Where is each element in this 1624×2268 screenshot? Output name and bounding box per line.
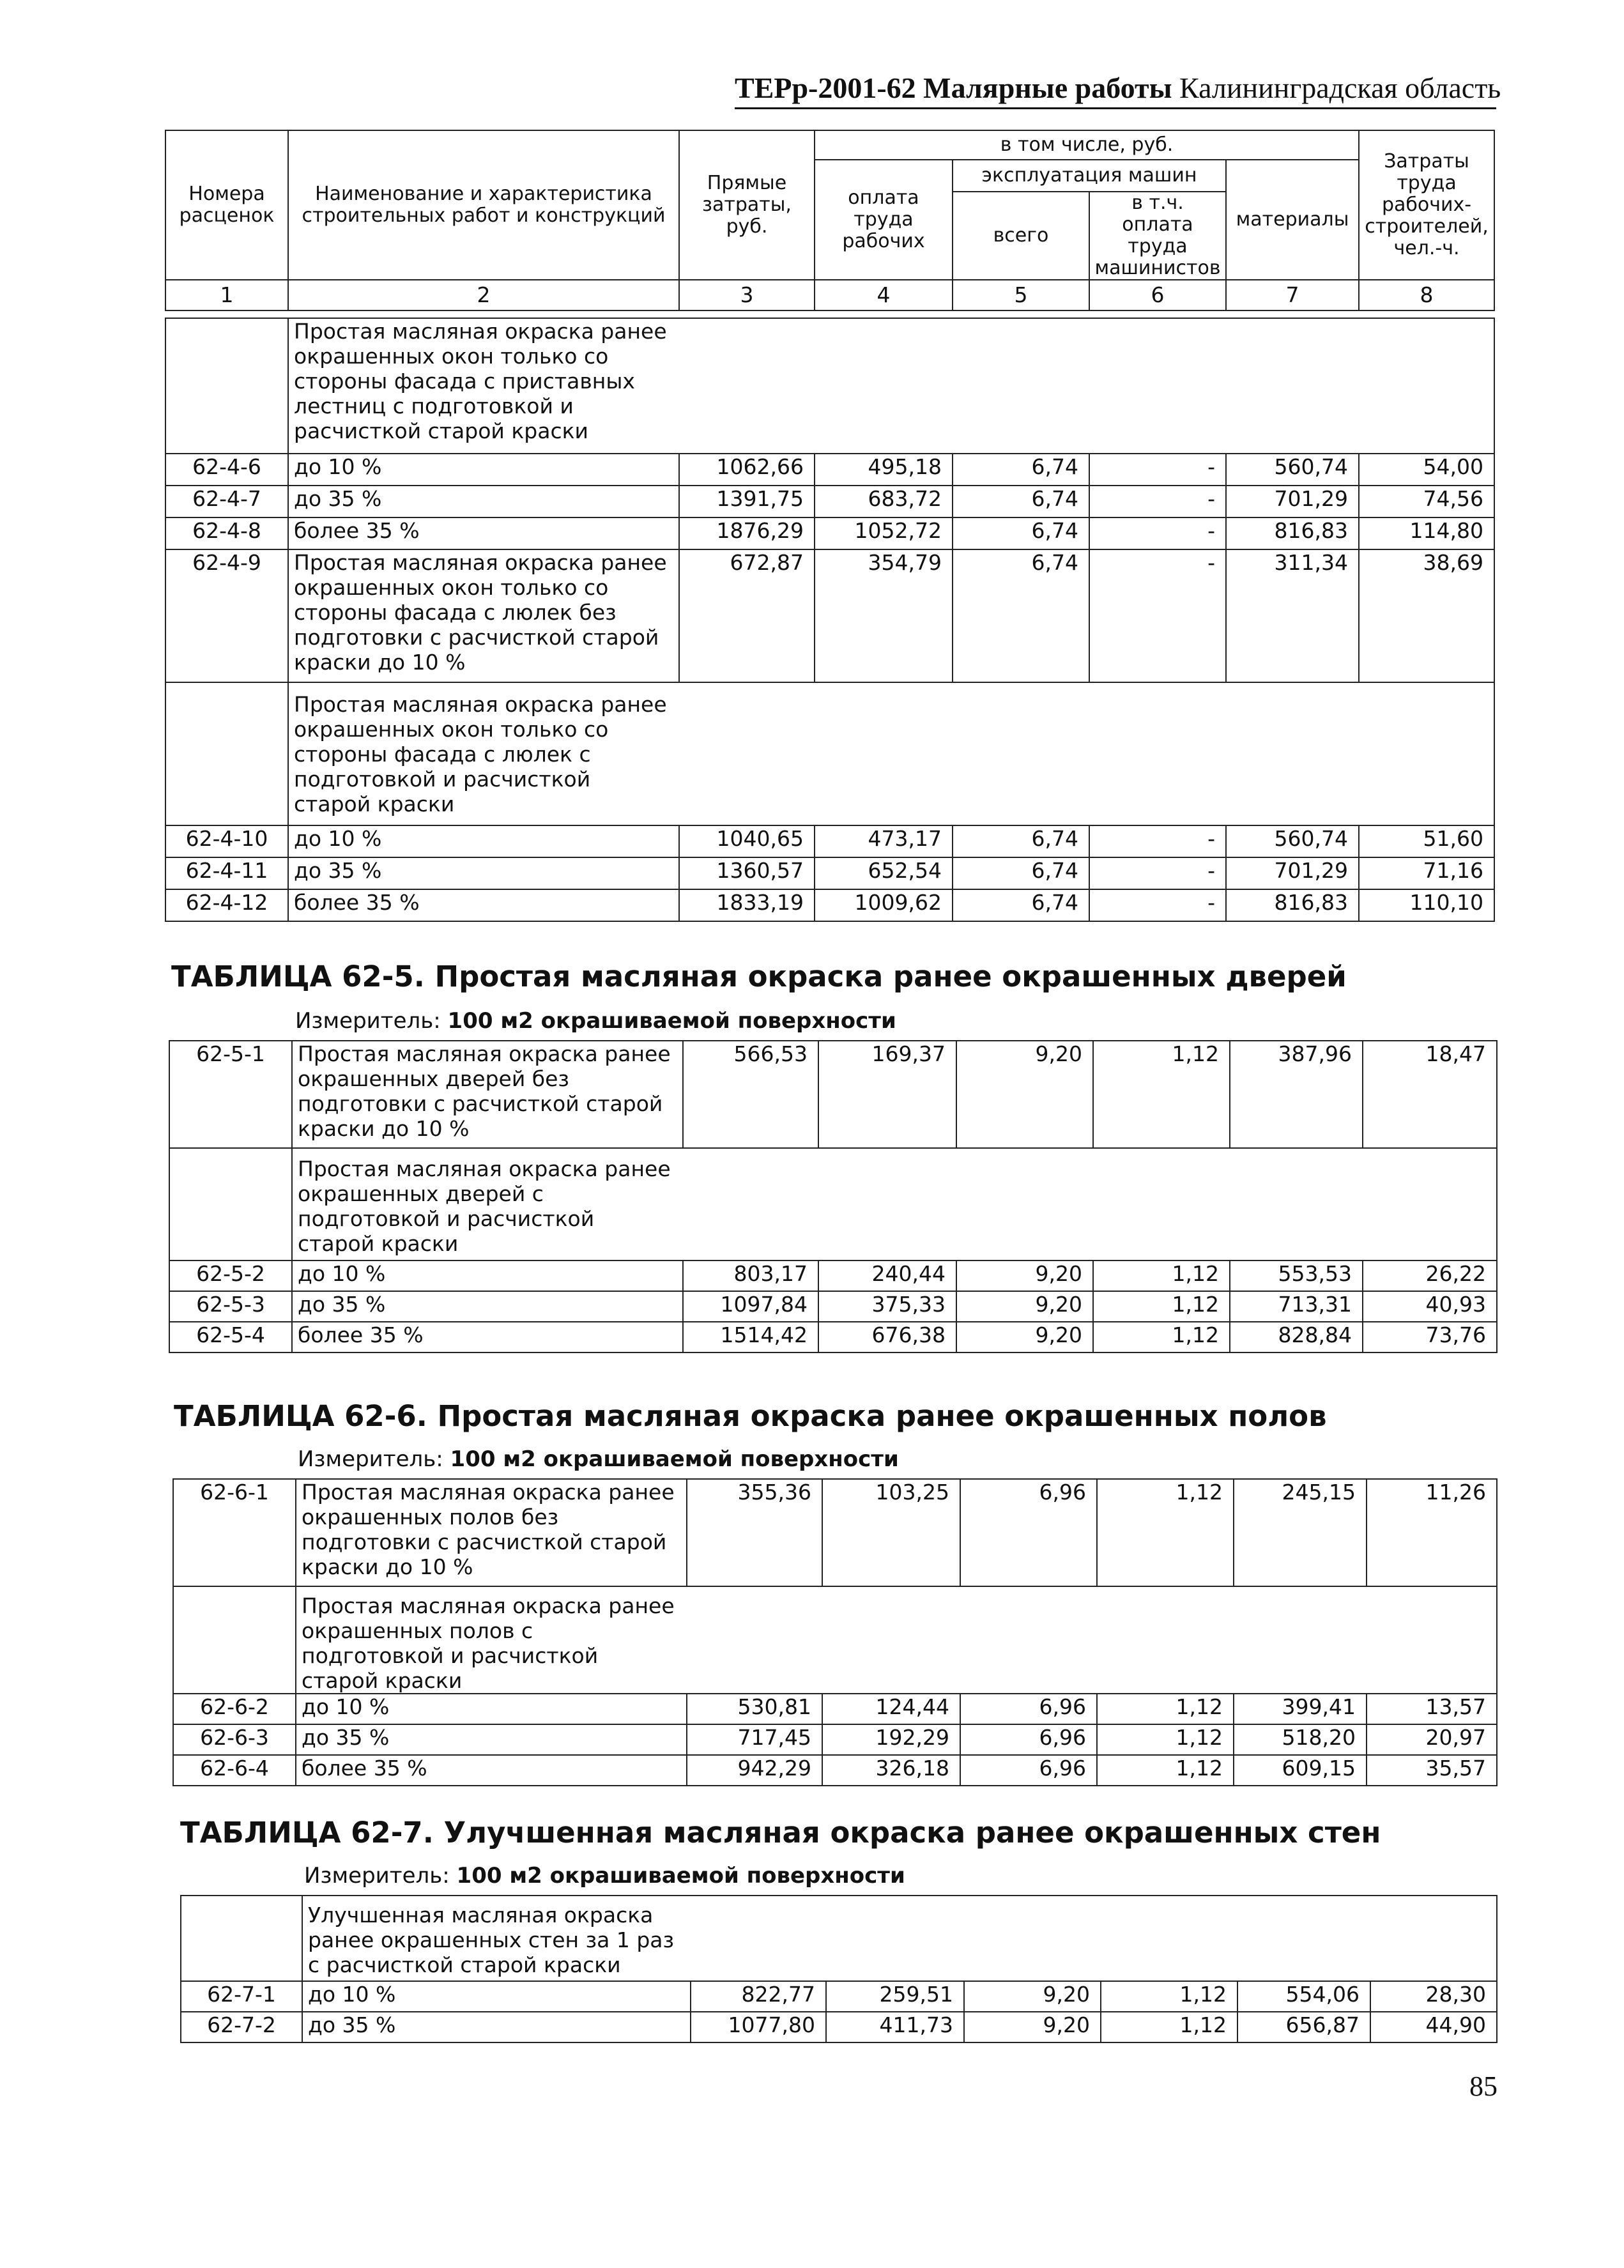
labor-hours: 11,26 bbox=[1367, 1479, 1497, 1586]
rates-table-62-6 bbox=[172, 1478, 1498, 1786]
machines-cost: 9,20 bbox=[956, 1041, 1093, 1148]
machines-cost: 9,20 bbox=[964, 2012, 1101, 2042]
materials-cost: 245,15 bbox=[1234, 1479, 1367, 1586]
table-row bbox=[173, 1755, 1497, 1786]
labor-pay: 473,17 bbox=[815, 825, 953, 857]
col-header-name: Наименование и характеристика строительных работ и конструкций bbox=[288, 130, 679, 280]
col-number: 8 bbox=[1359, 280, 1494, 310]
labor-pay: 240,44 bbox=[818, 1260, 956, 1291]
rate-code: 62-7-2 bbox=[181, 2012, 302, 2042]
machines-cost: 6,74 bbox=[953, 454, 1089, 486]
materials-cost: 560,74 bbox=[1226, 825, 1359, 857]
col-header-labor-cost: Затраты труда рабочих-строителей, чел.-ч. bbox=[1359, 130, 1494, 280]
direct-cost: 1062,66 bbox=[679, 454, 815, 486]
col-header-machinists-pay: в т.ч. оплата труда машинистов bbox=[1089, 192, 1226, 280]
table-row bbox=[165, 825, 1494, 857]
machines-cost: 6,74 bbox=[953, 486, 1089, 517]
labor-pay: 124,44 bbox=[822, 1694, 960, 1724]
table-row bbox=[165, 486, 1494, 517]
table-row bbox=[169, 1260, 1497, 1291]
measure-value: 100 м2 окрашиваемой поверхности bbox=[456, 1863, 905, 1889]
labor-hours: 40,93 bbox=[1363, 1291, 1497, 1322]
machinists-pay: 1,12 bbox=[1093, 1291, 1230, 1322]
table-row bbox=[169, 1322, 1497, 1352]
table-row bbox=[165, 517, 1494, 549]
labor-pay: 375,33 bbox=[818, 1291, 956, 1322]
rate-code: 62-4-6 bbox=[165, 454, 288, 486]
machinists-pay: - bbox=[1089, 454, 1226, 486]
materials-cost: 554,06 bbox=[1237, 1981, 1370, 2012]
rates-table-62-5 bbox=[169, 1040, 1498, 1353]
rate-name: до 35 % bbox=[288, 857, 679, 889]
labor-hours: 71,16 bbox=[1359, 857, 1494, 889]
col-header-materials: материалы bbox=[1226, 160, 1359, 280]
labor-hours: 110,10 bbox=[1359, 889, 1494, 921]
machines-cost: 9,20 bbox=[964, 1981, 1101, 2012]
measure-label: Измеритель: bbox=[298, 1446, 443, 1472]
direct-cost: 942,29 bbox=[687, 1755, 822, 1786]
rates-table-62-4 bbox=[165, 130, 1495, 311]
labor-pay: 495,18 bbox=[815, 454, 953, 486]
machines-cost: 6,74 bbox=[953, 825, 1089, 857]
table-title-62-6: ТАБЛИЦА 62-6. Простая масляная окраска ранее окрашенных полов bbox=[174, 1399, 1327, 1433]
rate-code: 62-4-11 bbox=[165, 857, 288, 889]
direct-cost: 803,17 bbox=[683, 1260, 818, 1291]
machinists-pay: 1,12 bbox=[1093, 1041, 1230, 1148]
machines-cost: 9,20 bbox=[956, 1260, 1093, 1291]
rate-code: 62-5-3 bbox=[169, 1291, 292, 1322]
labor-hours: 20,97 bbox=[1367, 1724, 1497, 1755]
table-row bbox=[169, 1291, 1497, 1322]
rate-code: 62-7-1 bbox=[181, 1981, 302, 2012]
machines-cost: 6,96 bbox=[960, 1755, 1097, 1786]
materials-cost: 560,74 bbox=[1226, 454, 1359, 486]
labor-hours: 74,56 bbox=[1359, 486, 1494, 517]
table-row bbox=[165, 857, 1494, 889]
labor-pay: 103,25 bbox=[822, 1479, 960, 1586]
rates-table-62-4-body bbox=[165, 318, 1495, 922]
rate-code: 62-6-2 bbox=[173, 1694, 296, 1724]
group-description: Простая масляная окраска ранее окрашенных окон только со стороны фасада с люлек с подготовкой и расчисткой старой краски bbox=[288, 682, 679, 825]
direct-cost: 1876,29 bbox=[679, 517, 815, 549]
rate-code: 62-5-1 bbox=[169, 1041, 292, 1148]
labor-hours: 26,22 bbox=[1363, 1260, 1497, 1291]
rate-name: до 10 % bbox=[288, 454, 679, 486]
materials-cost: 399,41 bbox=[1234, 1694, 1367, 1724]
direct-cost: 1097,84 bbox=[683, 1291, 818, 1322]
col-number: 5 bbox=[953, 280, 1089, 310]
materials-cost: 816,83 bbox=[1226, 889, 1359, 921]
rate-name: более 35 % bbox=[288, 889, 679, 921]
measure-value: 100 м2 окрашиваемой поверхности bbox=[447, 1008, 896, 1034]
rate-code: 62-4-9 bbox=[165, 549, 288, 682]
rate-name: Простая масляная окраска ранее окрашенных полов без подготовки с расчисткой старой краски до 10 % bbox=[296, 1479, 687, 1586]
rate-name: до 35 % bbox=[288, 486, 679, 517]
rate-name: Простая масляная окраска ранее окрашенных окон только со стороны фасада с люлек без подготовки с расчисткой старой краски до 10 % bbox=[288, 549, 679, 682]
machinists-pay: 1,12 bbox=[1097, 1479, 1234, 1586]
table-row bbox=[181, 1981, 1497, 2012]
machinists-pay: - bbox=[1089, 857, 1226, 889]
rate-name: до 35 % bbox=[296, 1724, 687, 1755]
group-description: Простая масляная окраска ранее окрашенных дверей с подготовкой и расчисткой старой краски bbox=[292, 1148, 683, 1260]
materials-cost: 656,87 bbox=[1237, 2012, 1370, 2042]
measure-62-6 bbox=[298, 1446, 899, 1472]
labor-pay: 683,72 bbox=[815, 486, 953, 517]
rate-name: Простая масляная окраска ранее окрашенных дверей без подготовки с расчисткой старой краски до 10 % bbox=[292, 1041, 683, 1148]
rate-name: более 35 % bbox=[296, 1755, 687, 1786]
materials-cost: 701,29 bbox=[1226, 857, 1359, 889]
group-description: Простая масляная окраска ранее окрашенных окон только со стороны фасада с приставных лестниц с подготовкой и расчисткой старой краски bbox=[288, 318, 679, 454]
materials-cost: 816,83 bbox=[1226, 517, 1359, 549]
col-number: 2 bbox=[288, 280, 679, 310]
labor-pay: 169,37 bbox=[818, 1041, 956, 1148]
machinists-pay: - bbox=[1089, 517, 1226, 549]
labor-pay: 192,29 bbox=[822, 1724, 960, 1755]
machines-cost: 6,74 bbox=[953, 517, 1089, 549]
labor-hours: 73,76 bbox=[1363, 1322, 1497, 1352]
table-row bbox=[173, 1724, 1497, 1755]
direct-cost: 1391,75 bbox=[679, 486, 815, 517]
table-row bbox=[173, 1479, 1497, 1586]
materials-cost: 828,84 bbox=[1230, 1322, 1363, 1352]
machines-cost: 6,96 bbox=[960, 1479, 1097, 1586]
measure-62-5 bbox=[295, 1008, 896, 1034]
rate-name: до 35 % bbox=[292, 1291, 683, 1322]
rate-name: до 10 % bbox=[292, 1260, 683, 1291]
direct-cost: 566,53 bbox=[683, 1041, 818, 1148]
table-row bbox=[173, 1694, 1497, 1724]
col-number: 4 bbox=[815, 280, 953, 310]
machinists-pay: 1,12 bbox=[1101, 2012, 1237, 2042]
col-number: 3 bbox=[679, 280, 815, 310]
col-header-machines-total: всего bbox=[953, 192, 1089, 280]
measure-62-7 bbox=[304, 1863, 905, 1889]
machinists-pay: - bbox=[1089, 486, 1226, 517]
labor-hours: 35,57 bbox=[1367, 1755, 1497, 1786]
table-row bbox=[165, 549, 1494, 682]
direct-cost: 1077,80 bbox=[691, 2012, 826, 2042]
rate-code: 62-6-4 bbox=[173, 1755, 296, 1786]
direct-cost: 672,87 bbox=[679, 549, 815, 682]
materials-cost: 311,34 bbox=[1226, 549, 1359, 682]
labor-pay: 326,18 bbox=[822, 1755, 960, 1786]
measure-label: Измеритель: bbox=[304, 1863, 450, 1889]
labor-pay: 411,73 bbox=[826, 2012, 964, 2042]
rate-code: 62-6-3 bbox=[173, 1724, 296, 1755]
machinists-pay: 1,12 bbox=[1097, 1755, 1234, 1786]
materials-cost: 387,96 bbox=[1230, 1041, 1363, 1148]
rate-code: 62-4-8 bbox=[165, 517, 288, 549]
col-header-code: Номера расценок bbox=[165, 130, 288, 280]
machinists-pay: - bbox=[1089, 825, 1226, 857]
page-header bbox=[735, 69, 1501, 109]
rate-code: 62-4-7 bbox=[165, 486, 288, 517]
machinists-pay: 1,12 bbox=[1093, 1322, 1230, 1352]
direct-cost: 717,45 bbox=[687, 1724, 822, 1755]
rate-code: 62-4-12 bbox=[165, 889, 288, 921]
labor-hours: 54,00 bbox=[1359, 454, 1494, 486]
direct-cost: 1833,19 bbox=[679, 889, 815, 921]
rate-name: до 10 % bbox=[296, 1694, 687, 1724]
labor-hours: 38,69 bbox=[1359, 549, 1494, 682]
group-description: Простая масляная окраска ранее окрашенных полов с подготовкой и расчисткой старой краски bbox=[296, 1586, 687, 1694]
col-header-including: в том числе, руб. bbox=[815, 130, 1359, 160]
labor-pay: 1009,62 bbox=[815, 889, 953, 921]
col-header-labor-pay: оплата труда рабочих bbox=[815, 160, 953, 280]
col-header-machines: эксплуатация машин bbox=[953, 160, 1226, 192]
rate-name: до 35 % bbox=[302, 2012, 691, 2042]
machines-cost: 6,74 bbox=[953, 549, 1089, 682]
labor-hours: 13,57 bbox=[1367, 1694, 1497, 1724]
labor-pay: 652,54 bbox=[815, 857, 953, 889]
labor-hours: 114,80 bbox=[1359, 517, 1494, 549]
page-number: 85 bbox=[1469, 2071, 1498, 2102]
rate-code: 62-5-2 bbox=[169, 1260, 292, 1291]
rate-code: 62-5-4 bbox=[169, 1322, 292, 1352]
machines-cost: 6,74 bbox=[953, 889, 1089, 921]
rate-code: 62-6-1 bbox=[173, 1479, 296, 1586]
col-number: 6 bbox=[1089, 280, 1226, 310]
group-description: Улучшенная масляная окраска ранее окрашенных стен за 1 раз с расчисткой старой краски bbox=[302, 1896, 691, 1981]
direct-cost: 1040,65 bbox=[679, 825, 815, 857]
machinists-pay: 1,12 bbox=[1097, 1724, 1234, 1755]
col-number: 1 bbox=[165, 280, 288, 310]
direct-cost: 530,81 bbox=[687, 1694, 822, 1724]
rate-name: более 35 % bbox=[292, 1322, 683, 1352]
labor-pay: 1052,72 bbox=[815, 517, 953, 549]
col-number: 7 bbox=[1226, 280, 1359, 310]
table-title-62-5: ТАБЛИЦА 62-5. Простая масляная окраска ранее окрашенных дверей bbox=[171, 960, 1347, 993]
machines-cost: 6,96 bbox=[960, 1724, 1097, 1755]
col-header-direct: Прямые затраты, руб. bbox=[679, 130, 815, 280]
region-name: Калининградская область bbox=[1179, 72, 1501, 104]
machinists-pay: 1,12 bbox=[1093, 1260, 1230, 1291]
materials-cost: 609,15 bbox=[1234, 1755, 1367, 1786]
labor-hours: 51,60 bbox=[1359, 825, 1494, 857]
measure-label: Измеритель: bbox=[295, 1008, 441, 1034]
machinists-pay: - bbox=[1089, 889, 1226, 921]
labor-pay: 354,79 bbox=[815, 549, 953, 682]
machines-cost: 9,20 bbox=[956, 1291, 1093, 1322]
direct-cost: 355,36 bbox=[687, 1479, 822, 1586]
labor-pay: 259,51 bbox=[826, 1981, 964, 2012]
rate-code: 62-4-10 bbox=[165, 825, 288, 857]
materials-cost: 518,20 bbox=[1234, 1724, 1367, 1755]
machinists-pay: - bbox=[1089, 549, 1226, 682]
document-code-title: ТЕРр-2001-62 Малярные работы bbox=[735, 72, 1172, 104]
rate-name: более 35 % bbox=[288, 517, 679, 549]
materials-cost: 553,53 bbox=[1230, 1260, 1363, 1291]
table-title-62-7: ТАБЛИЦА 62-7. Улучшенная масляная окраска ранее окрашенных стен bbox=[180, 1816, 1381, 1850]
machines-cost: 9,20 bbox=[956, 1322, 1093, 1352]
rate-name: до 10 % bbox=[288, 825, 679, 857]
direct-cost: 1360,57 bbox=[679, 857, 815, 889]
labor-hours: 18,47 bbox=[1363, 1041, 1497, 1148]
machinists-pay: 1,12 bbox=[1101, 1981, 1237, 2012]
direct-cost: 822,77 bbox=[691, 1981, 826, 2012]
direct-cost: 1514,42 bbox=[683, 1322, 818, 1352]
machines-cost: 6,96 bbox=[960, 1694, 1097, 1724]
table-row bbox=[169, 1041, 1497, 1148]
labor-pay: 676,38 bbox=[818, 1322, 956, 1352]
machinists-pay: 1,12 bbox=[1097, 1694, 1234, 1724]
rates-table-62-7 bbox=[180, 1895, 1498, 2043]
table-row bbox=[181, 2012, 1497, 2042]
labor-hours: 44,90 bbox=[1370, 2012, 1497, 2042]
table-row bbox=[165, 454, 1494, 486]
materials-cost: 713,31 bbox=[1230, 1291, 1363, 1322]
materials-cost: 701,29 bbox=[1226, 486, 1359, 517]
rate-name: до 10 % bbox=[302, 1981, 691, 2012]
labor-hours: 28,30 bbox=[1370, 1981, 1497, 2012]
measure-value: 100 м2 окрашиваемой поверхности bbox=[450, 1446, 899, 1472]
machines-cost: 6,74 bbox=[953, 857, 1089, 889]
table-row bbox=[165, 889, 1494, 921]
